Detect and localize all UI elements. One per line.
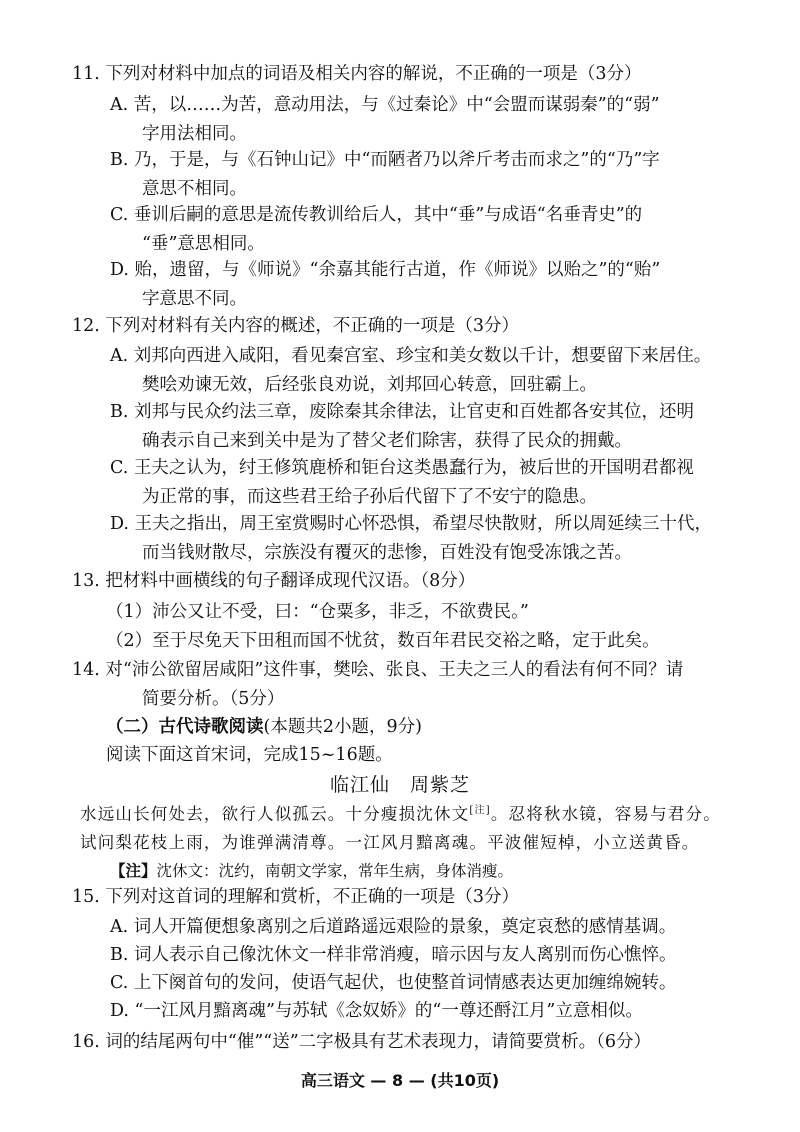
- q12-option-c-cont: 为正常的事，而这些君王给子孙后代留下了不安宁的隐患。: [142, 487, 597, 507]
- q11-option-b: B. 乃，于是，与《石钟山记》中“而陋者乃以斧斤考击而求之”的“乃”字: [110, 150, 660, 170]
- poem-title: 临江仙 周紫芝: [329, 774, 470, 796]
- q11-option-c-cont: “垂”意思相同。: [142, 234, 265, 254]
- poem-note-label: 【注】: [110, 861, 157, 880]
- q12-option-d-cont: 而当钱财散尽，宗族没有覆灭的悲惨，百姓没有饱受冻饿之苦。: [142, 543, 632, 563]
- poem-line-1: [80, 806, 721, 823]
- q12-option-a-cont: 樊哙劝谏无效，后经张良劝说，刘邦回心转意，回驻霸上。: [142, 375, 597, 395]
- q12-option-b: B. 刘邦与民众约法三章，废除秦其余律法，让官吏和百姓都各安其位，还明: [110, 402, 694, 422]
- section-heading: [106, 719, 422, 737]
- q11-option-a-cont: 字用法相同。: [142, 124, 247, 144]
- q15-option-a: A. 词人开篇便想象离别之后道路遥远艰险的景象，奠定哀愁的感情基调。: [110, 917, 677, 937]
- section-instruction: 阅读下面这首宋词，完成15~16题。: [106, 745, 393, 765]
- q13-stem: 13. 把材料中画横线的句子翻译成现代汉语。（8分）: [72, 571, 476, 591]
- q11-option-d-cont: 字意思不同。: [142, 289, 247, 309]
- q11-option-c: C. 垂训后嗣的意思是流传教训给后人，其中“垂”与成语“名垂青史”的: [110, 205, 643, 225]
- poem-note-text: 沈休文：沈约，南朝文学家，常年生病，身体消瘦。: [156, 862, 514, 880]
- q14-stem-cont: 简要分析。（5分）: [142, 689, 285, 709]
- q14-stem: 14. 对“沛公欲留居咸阳”这件事，樊哙、张良、王夫之三人的看法有何不同？请: [72, 660, 684, 680]
- q11-option-d: D. 贻，遗留，与《师说》“余嘉其能行古道，作《师说》以贻之”的“贻”: [110, 260, 661, 280]
- poem-line-1-part-b: 。忍将秋水镜，容易与君分。: [490, 804, 721, 824]
- q11-option-b-cont: 意思不相同。: [142, 179, 247, 199]
- poem-footnote-marker: [注]: [469, 805, 491, 816]
- q15-option-b: B. 词人表示自己像沈休文一样非常消瘦，暗示因与友人离别而伤心憔悴。: [110, 945, 677, 965]
- section-heading-title: （二）古代诗歌阅读: [106, 717, 264, 737]
- q15-stem: 15. 下列对这首词的理解和赏析，不正确的一项是（3分）: [72, 887, 520, 907]
- q12-option-b-cont: 确表示自己来到关中是为了替父老们除害，获得了民众的拥戴。: [142, 431, 632, 451]
- q12-option-d: D. 王夫之指出，周王室赏赐时心怀恐惧，希望尽快散财，所以周延续三十代，: [110, 514, 713, 534]
- q16-stem: 16. 词的结尾两句中“催”“送”二字极具有艺术表现力，请简要赏析。（6分）: [72, 1032, 652, 1052]
- poem-line-2: 试问梨花枝上雨，为谁弹满清尊。一江风月黯离魂。平波催短棹，小立送黄昏。: [80, 833, 700, 852]
- poem-line-1-part-a: 水远山长何处去，欲行人似孤云。十分瘦损沈休文: [80, 804, 470, 824]
- q13-sentence-1: （1）沛公又让不受，曰：“仓粟多，非乏，不欲费民。”: [106, 602, 529, 622]
- section-heading-note: (本题共2小题，9分): [263, 717, 422, 737]
- q11-option-a: A. 苦，以……为苦，意动用法，与《过秦论》中“会盟而谋弱秦”的“弱”: [110, 95, 660, 115]
- q12-option-a: A. 刘邦向西进入咸阳，看见秦宫室、珍宝和美女数以千计，想要留下来居住。: [110, 346, 712, 366]
- q13-sentence-2: （2）至于尽免天下田租而国不忧贫，数百年君民交裕之略，定于此矣。: [106, 631, 660, 651]
- q15-option-d: D. “一江风月黯离魂”与苏轼《念奴娇》的“一尊还酹江月”立意相似。: [110, 1001, 643, 1021]
- page-footer: 高三语文 — 8 — (共10页): [300, 1071, 500, 1090]
- q12-stem: 12. 下列对材料有关内容的概述，不正确的一项是（3分）: [72, 316, 520, 336]
- poem-note: [110, 863, 513, 880]
- q12-option-c: C. 王夫之认为，纣王修筑鹿桥和钜台这类愚蠢行为，被后世的开国明君都视: [110, 458, 694, 478]
- q15-option-c: C. 上下阕首句的发问，使语气起伏，也使整首词情感表达更加缠绵婉转。: [110, 973, 677, 993]
- q11-stem: 11. 下列对材料中加点的词语及相关内容的解说，不正确的一项是（3分）: [72, 64, 642, 84]
